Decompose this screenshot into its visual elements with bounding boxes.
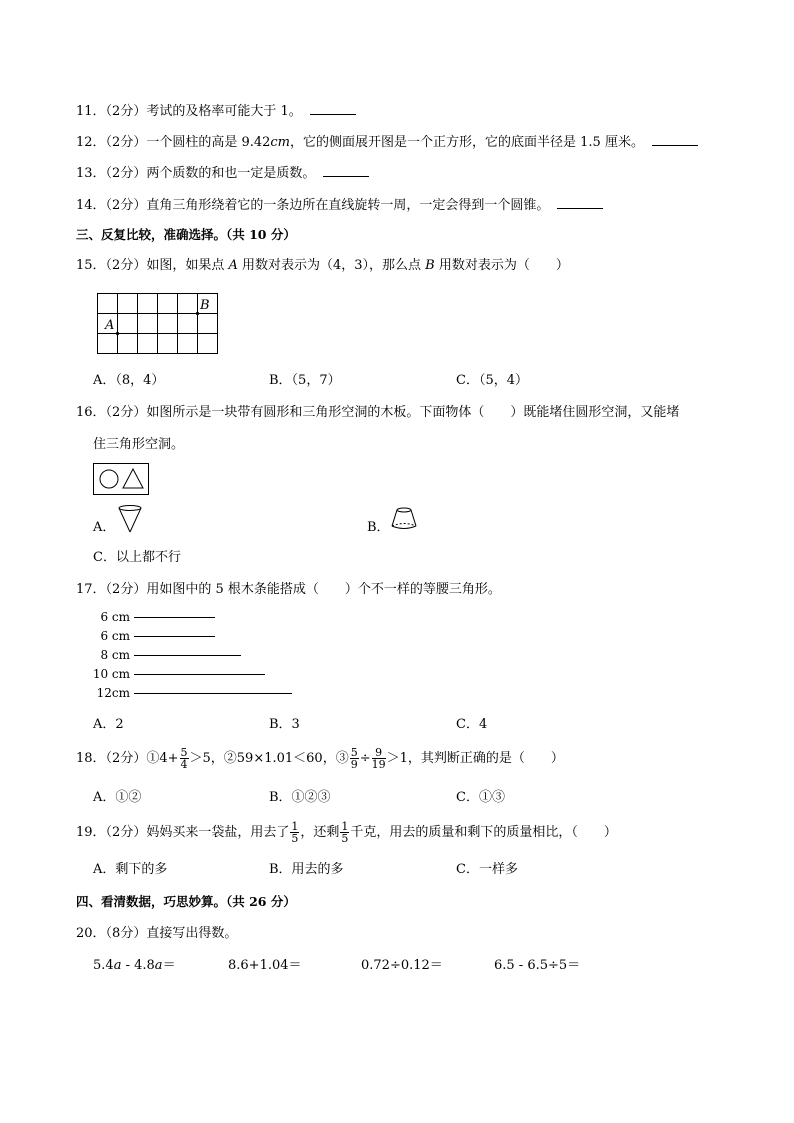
question-number: 20．（8分） <box>76 926 147 941</box>
question-13 <box>76 164 369 183</box>
calc-item-3: 0.72÷0.12＝ <box>361 958 443 973</box>
answer-blank[interactable] <box>652 133 698 146</box>
board-with-holes <box>93 463 149 495</box>
question-text-cont: 用数对表示为（4，3），那么点 <box>237 258 426 273</box>
statement-1: ①4+ <box>146 751 179 766</box>
section-title: 三、反复比较，准确选择。（共 10 分） <box>76 227 296 242</box>
calc-item-1 <box>93 957 176 975</box>
point-b-dot <box>196 312 199 315</box>
stick-bar <box>134 674 265 675</box>
stick-row <box>90 628 215 645</box>
denominator: 5 <box>291 832 299 845</box>
operator: ÷ <box>359 751 371 766</box>
question-14 <box>76 196 603 215</box>
unit-cm: cm <box>270 135 291 150</box>
point-a-dot <box>116 332 119 335</box>
fraction <box>350 747 359 770</box>
stick-label: 6 cm <box>100 610 130 624</box>
option-c[interactable]: C．4 <box>456 717 488 732</box>
stick-bar <box>134 617 215 618</box>
question-16-line2: 住三角形空洞。 <box>93 437 185 452</box>
stick-label: 8 cm <box>100 648 130 662</box>
question-11 <box>76 102 356 121</box>
question-text-cont: ＞1，其判断正确的是（ ） <box>386 751 564 766</box>
question-number: 13．（2分） <box>76 166 147 181</box>
question-16 <box>76 404 679 422</box>
question-number: 15．（2分） <box>76 258 147 273</box>
fraction <box>340 821 349 844</box>
question-number: 14．（2分） <box>76 198 147 213</box>
calc-equals: ＝ <box>162 958 176 973</box>
point-a-name: A <box>228 258 238 273</box>
question-20 <box>76 925 237 943</box>
stick-row <box>90 685 292 702</box>
option-c[interactable]: C．一样多 <box>456 862 518 877</box>
option-b[interactable]: B．①②③ <box>269 790 331 805</box>
question-text-cont: 千克，用去的质量和剩下的质量相比，（ ） <box>350 825 617 840</box>
question-text: 如图，如果点 <box>146 258 229 273</box>
variable-a: a <box>113 958 122 973</box>
triangle-hole-icon <box>123 469 143 488</box>
numerator: 5 <box>350 746 358 759</box>
option-b[interactable]: B．3 <box>269 717 300 732</box>
stick-bar <box>134 693 292 694</box>
question-number: 16．（2分） <box>76 405 147 420</box>
numerator: 1 <box>291 820 299 833</box>
option-label: B． <box>367 520 390 535</box>
stick-row <box>90 609 215 626</box>
cone-icon <box>116 504 144 534</box>
answer-blank[interactable] <box>310 102 356 115</box>
denominator: 9 <box>350 758 358 771</box>
question-number: 17．（2分） <box>76 582 147 597</box>
question-text: 考试的及格率可能大于 1。 <box>146 104 302 119</box>
option-c[interactable]: C．①③ <box>456 790 505 805</box>
calc-part: - 4.8 <box>121 958 155 973</box>
question-number: 11．（2分） <box>76 104 147 119</box>
calc-part: 5.4 <box>93 958 114 973</box>
question-17 <box>76 581 501 599</box>
question-text: 如图所示是一块带有圆形和三角形空洞的木板。下面物体（ ）既能堵住圆形空洞，又能堵 <box>146 405 680 420</box>
question-15 <box>76 257 569 275</box>
denominator: 4 <box>180 758 188 771</box>
stick-bar <box>134 655 241 656</box>
question-number: 18．（2分） <box>76 751 147 766</box>
fraction <box>180 747 189 770</box>
stick-row <box>90 647 241 664</box>
question-text: 直角三角形绕着它的一条边所在直线旋转一周，一定会得到一个圆锥。 <box>146 198 550 213</box>
fraction <box>372 747 386 770</box>
numerator: 5 <box>180 746 188 759</box>
question-text-cont: ，还剩 <box>300 825 340 840</box>
variable-a: a <box>154 958 163 973</box>
option-label: A． <box>93 520 116 535</box>
option-a[interactable]: A．剩下的多 <box>93 862 168 877</box>
calc-item-4: 6.5 - 6.5÷5＝ <box>494 958 581 973</box>
question-text: 直接写出得数。 <box>146 926 238 941</box>
option-a[interactable]: A．（8，4） <box>93 373 165 388</box>
question-number: 19．（2分） <box>76 825 147 840</box>
denominator: 5 <box>341 832 349 845</box>
question-text-cont: ，它的侧面展开图是一个正方形，它的底面半径是 1.5 厘米。 <box>290 135 644 150</box>
question-12 <box>76 133 698 152</box>
fraction <box>290 821 299 844</box>
stick-label: 12cm <box>96 686 130 700</box>
option-a[interactable]: A．2 <box>93 717 124 732</box>
coordinate-grid <box>97 293 219 355</box>
question-text-cont: 用数对表示为（ ） <box>434 258 569 273</box>
statement-2: ＞5，②59×1.01＜60，③ <box>189 751 349 766</box>
circle-hole-icon <box>100 470 118 488</box>
question-18 <box>76 746 564 772</box>
numerator: 1 <box>341 820 349 833</box>
option-b[interactable]: B．（5，7） <box>269 373 341 388</box>
point-a-label: A <box>105 318 115 333</box>
stick-label: 6 cm <box>100 629 130 643</box>
answer-blank[interactable] <box>323 164 369 177</box>
denominator: 19 <box>371 758 386 771</box>
section-title: 四、看清数据，巧思妙算。（共 26 分） <box>76 894 296 909</box>
question-text: 用如图中的 5 根木条能搭成（ ）个不一样的等腰三角形。 <box>146 582 501 597</box>
question-text: 妈妈买来一袋盐，用去了 <box>146 825 290 840</box>
option-a[interactable]: A．①② <box>93 790 142 805</box>
question-text: 一个圆柱的高是 9.42 <box>146 135 271 150</box>
question-text: 两个质数的和也一定是质数。 <box>146 166 316 181</box>
numerator: 9 <box>372 747 386 759</box>
point-b-label: B <box>200 298 210 313</box>
frustum-icon <box>389 506 419 532</box>
stick-row <box>90 666 265 683</box>
option-c[interactable]: C．以上都不行 <box>93 550 181 565</box>
option-a[interactable] <box>93 519 115 537</box>
stick-bar <box>134 636 215 637</box>
question-19 <box>76 820 617 846</box>
question-number: 12．（2分） <box>76 135 147 150</box>
option-c[interactable]: C．（5，4） <box>456 373 528 388</box>
answer-blank[interactable] <box>557 196 603 209</box>
option-b[interactable]: B．用去的多 <box>269 862 344 877</box>
calc-item-2: 8.6+1.04＝ <box>228 958 302 973</box>
point-b-name: B <box>425 258 435 273</box>
option-b[interactable] <box>367 519 390 537</box>
stick-label: 10 cm <box>92 667 130 681</box>
